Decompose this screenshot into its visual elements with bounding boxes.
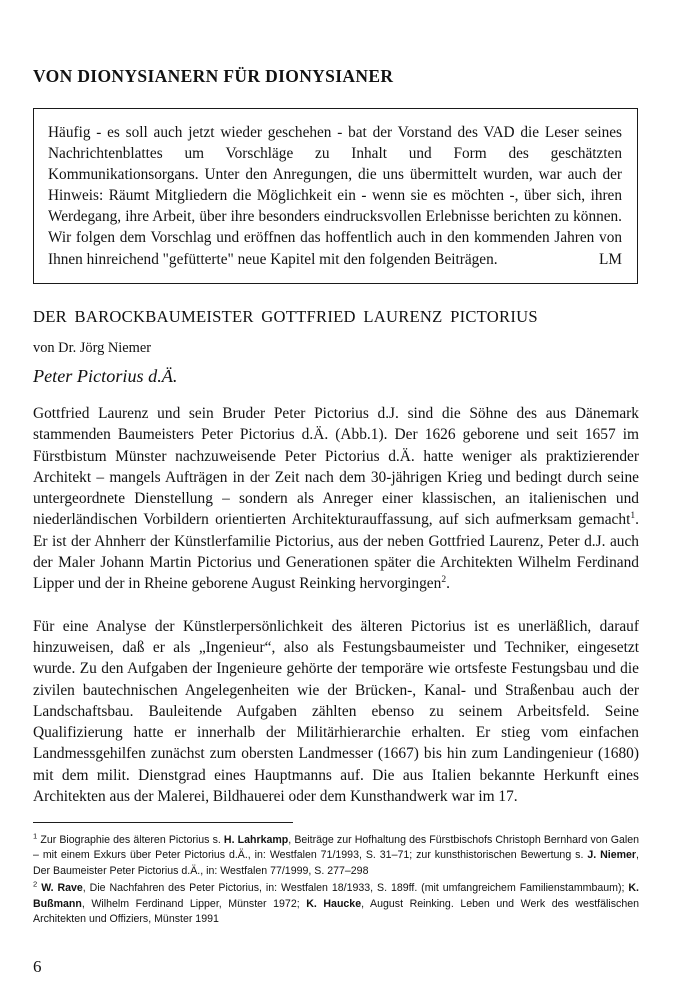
- footnote-number: 1: [33, 831, 38, 841]
- footnote-author: K. Haucke: [306, 897, 362, 910]
- body-paragraph: [33, 403, 639, 595]
- body-paragraph: [33, 616, 639, 808]
- paragraph-segment: Gottfried Laurenz und sein Bruder Peter Pictorius d.J. sind die Söhne des aus Dänemark stammenden Baumeisters Peter Pictorius d.Ä. (Abb.1). Der 1626 geborene und seit 1657 im Fürstbistum Münster nachzuweisende Peter Pictorius d.Ä. hatte weniger als praktizierender Architekt – mangels Aufträgen in der Zeit nach dem 30-jährigen Krieg und bedingt durch seine untergeordnete Dienstellung – sondern als Anreger einer klassischen, an italienischen und niederländischen Vorbildern orientierten Architekturauffassung, auf sich aufmerksam gemacht: [33, 405, 639, 529]
- footnote-segment: , Die Nachfahren des Peter Pictorius, in: Westfalen 18/1933, S. 189ff. (mit umfangreichem Familienstammbaum);: [82, 882, 629, 895]
- footnote-segment: , August Reinking. Leben und Werk des westfälischen Architekten und Offiziers, Münster 1991: [33, 897, 639, 926]
- article-subtitle: Peter Pictorius d.Ä.: [33, 366, 178, 386]
- footnote-segment: Zur Biographie des älteren Pictorius s.: [37, 834, 224, 846]
- footnote-segment: , Wilhelm Ferdinand Lipper, Münster 1972;: [81, 897, 307, 910]
- footnotes-section: [33, 833, 639, 929]
- footnote-number: 2: [33, 879, 38, 889]
- footnote-author: K. Bußmann: [33, 882, 639, 910]
- footnote-marker-1[interactable]: 1: [630, 510, 636, 522]
- paragraph-segment: .: [446, 575, 450, 593]
- footnote-author: J. Niemer: [587, 849, 637, 862]
- editorial-note-text: [48, 122, 622, 270]
- paragraph-segment: Für eine Analyse der Künstlerpersönlichkeit des älteren Pictorius ist es unerläßlich, darauf hinzuweisen, daß er als „Ingenieur“, also als Festungsbaumeister und Techniker, eingesetzt wurde. Zu den Aufgaben der Ingenieure gehörte der temporäre wie ortsfeste Festungsbau und die zivilen bautechnischen Angelegenheiten wie der Brücken-, Kanal- und Straßenbau auch der Landschaftsbau. Bauleitende Aufgaben zählten ebenso zu seinem Arbeitsfeld. Seine Qualifizierung hatte er innerhalb der Militärhierarchie erhalten. Er stieg vom einfachen Landmessgehilfen zunächst zum obersten Landmesser (1667) bis hin zum Landingenieur (1680) mit dem milit. Dienstgrad eines Hauptmanns auf. Die aus Italien bekannte Herkunft eines Architekten aus der Malerei, Bildhauerei oder dem Kunsthandwerk war im 17.: [33, 617, 639, 806]
- paragraph-segment: . Er ist der Ahnherr der Künstlerfamilie Pictorius, aus der neben Gottfried Laurenz, Peter d.J. auch der Maler Johann Martin Pictorius und Generationen später die Architekten Wilhelm Ferdinand Lipper und der in Rheine geborene August Reinking hervorgingen: [33, 511, 639, 593]
- footnote-author: H. Lahrkamp: [223, 834, 289, 846]
- footnote-item: [33, 881, 639, 927]
- article-byline: von Dr. Jörg Niemer: [33, 340, 152, 356]
- footnote-marker-2[interactable]: 2: [441, 574, 447, 586]
- article-body: [33, 403, 639, 807]
- footnote-segment: , Beiträge zur Hofhaltung des Fürstbischofs Christoph Bernhard von Galen – mit einem Exkurs über Peter Pictorius d.Ä., in: Westfalen 71/1993, S. 31–71; zur kunsthistorischen Bewertung s.: [33, 834, 639, 862]
- footnote-item: [33, 833, 639, 879]
- editorial-note-body: Häufig - es soll auch jetzt wieder geschehen - bat der Vorstand des VAD die Leser seines Nachrichtenblattes um Vorschläge zu Inhalt und Form des geschätzten Kommunikationsorgans. Unter den Anregungen, die uns übermittelt wurden, war auch der Hinweis: Räumt Mitgliedern die Möglichkeit ein - wenn sie es möchten -, über sich, ihren Werdegang, ihre Arbeit, über ihre besonders eindrucksvollen Erlebnisse berichten zu können. Wir folgen dem Vorschlag und eröffnen das hoffentlich auch in den kommenden Jahren von Ihnen hinreichend "gefütterte" neue Kapitel mit den folgenden Beiträgen.: [48, 124, 622, 268]
- footnote-author: W. Rave: [41, 882, 83, 895]
- article-title: DER BAROCKBAUMEISTER GOTTFRIED LAURENZ PICTORIUS: [33, 307, 538, 326]
- running-head: VON DIONYSIANERN FÜR DIONYSIANER: [33, 66, 394, 86]
- footnote-segment: , Der Baumeister Peter Pictorius d.Ä., in: Westfalen 77/1999, S. 277–298: [33, 849, 639, 877]
- editorial-note-box: [33, 108, 638, 284]
- page-number: 6: [33, 957, 42, 976]
- footnote-separator-rule: [33, 822, 293, 823]
- editorial-signature: LM: [599, 250, 622, 268]
